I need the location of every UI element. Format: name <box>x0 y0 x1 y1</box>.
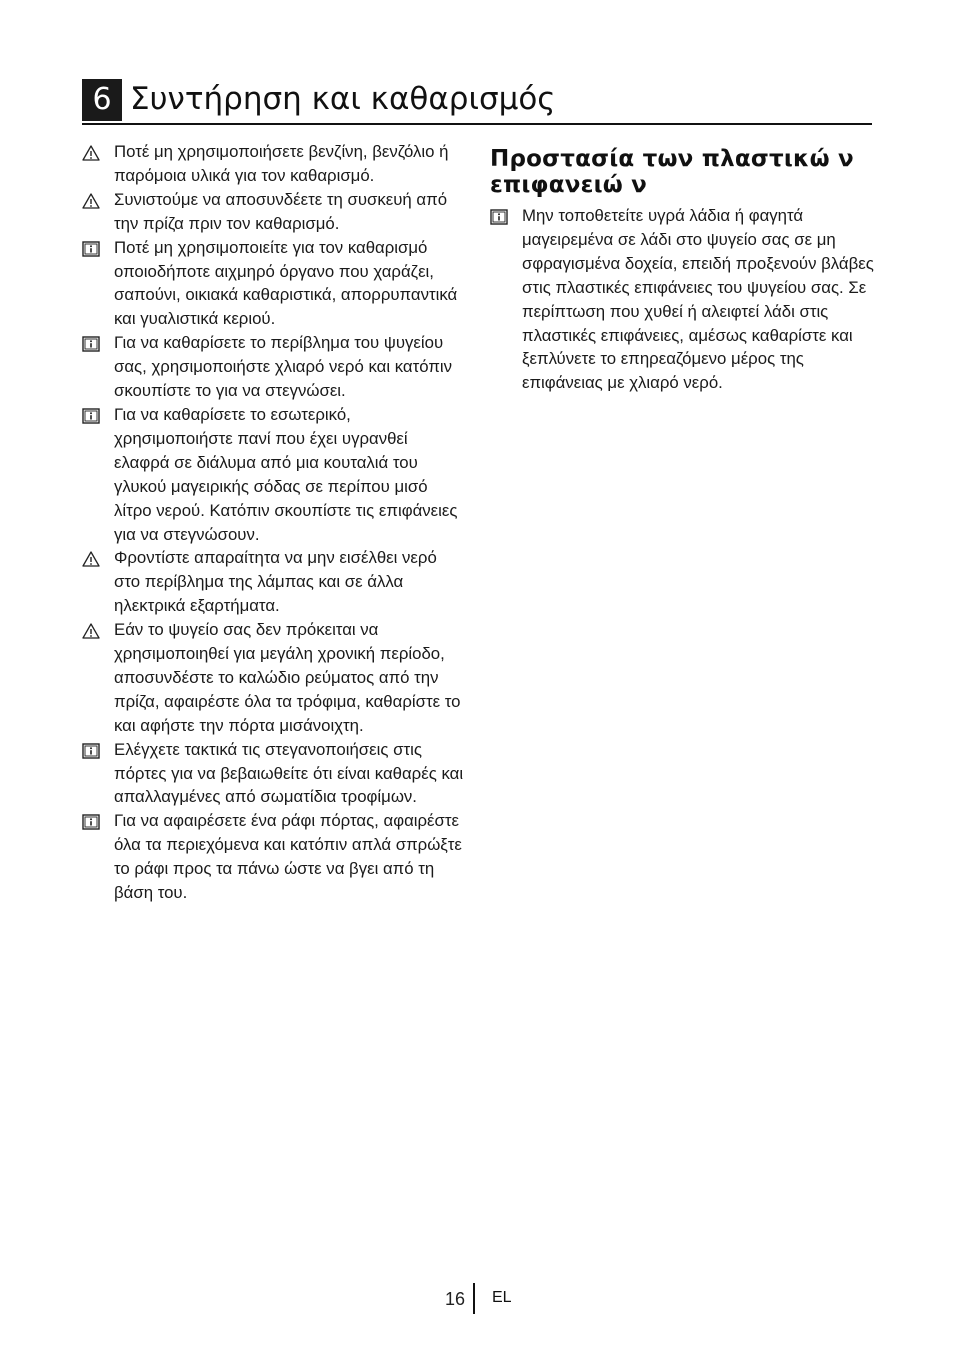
item-text: Συνιστούμε να αποσυνδέετε τη συσκευή από την πρίζα πριν τον καθαρισμό. <box>114 189 448 233</box>
right-items-list <box>490 204 875 395</box>
item-text: Για να καθαρίσετε το εσωτερικό, χρησιμοποιήστε πανί που έχει υγρανθεί ελαφρά σε διάλυμα από μια κουταλιά του γλυκού μαγειρικής σόδας σε περίπου μισό λίτρο νερού. Κατόπιν σκουπίστε τις επιφάνειες για να στεγνώσουν. <box>114 404 458 544</box>
warning-icon <box>82 550 100 566</box>
list-item <box>82 618 467 738</box>
list-item <box>82 331 467 403</box>
item-text: Ποτέ μη χρησιμοποιήσετε βενζίνη, βενζόλιο ή παρόμοια υλικά για τον καθαρισμό. <box>114 142 449 185</box>
info-icon <box>82 407 100 423</box>
info-icon <box>82 742 100 758</box>
info-icon <box>82 813 100 829</box>
list-item <box>82 403 467 546</box>
list-item <box>490 204 875 395</box>
list-item <box>82 236 467 332</box>
info-icon <box>82 335 100 351</box>
list-item <box>82 546 467 618</box>
warning-icon <box>82 144 100 160</box>
list-item <box>82 140 467 188</box>
info-icon <box>490 208 508 224</box>
list-item <box>82 188 467 236</box>
warning-icon <box>82 622 100 638</box>
page-footer <box>0 1283 954 1315</box>
right-column <box>490 146 875 395</box>
list-item <box>82 738 467 810</box>
language-code: EL <box>492 1289 512 1306</box>
list-item <box>82 809 467 905</box>
item-text: Εάν το ψυγείο σας δεν πρόκειται να χρησιμοποιηθεί για μεγάλη χρονική περίοδο, αποσυνδέστε το καλώδιο ρεύματος από την πρίζα, αφαιρέστε όλα τα τρόφιμα, καθαρίστε το και αφήστε την πόρτα μισάνοιχτη. <box>114 620 461 735</box>
item-text: Φροντίστε απαραίτητα να μην εισέλθει νερό στο περίβλημα της λάμπας και σε άλλα ηλεκτρικά εξαρτήματα. <box>114 548 437 616</box>
item-text: Ελέγχετε τακτικά τις στεγανοποιήσεις στις πόρτες για να βεβαιωθείτε ότι είναι καθαρές και απαλλαγμένες από σωματίδια τροφίμων. <box>114 739 464 807</box>
page-number: 16 <box>444 1289 465 1309</box>
chapter-number: 6 <box>82 79 122 121</box>
chapter-header <box>82 79 872 125</box>
chapter-title: Συντήρηση και καθαρισμός <box>130 81 556 117</box>
item-text: Μην τοποθετείτε υγρά λάδια ή φαγητά μαγειρεμένα σε λάδι στο ψυγείο σας σε μη σφραγισμένα δοχεία, επειδή προξενούν βλάβες στις πλαστικές επιφάνειες του ψυγείου σας. Σε περίπτωση που χυθεί ή αλειφτεί λάδι στις πλαστικές επιφάνειες, αμέσως καθαρίστε και ξεπλύνετε το επηρεαζόμενο μέρος της επιφάνειας με χλιαρό νερό. <box>522 206 874 393</box>
item-text: Για να καθαρίσετε το περίβλημα του ψυγείου σας, χρησιμοποιήστε χλιαρό νερό και κατόπιν σκουπίστε το για να στεγνώσει. <box>114 333 453 401</box>
footer-divider <box>473 1283 475 1314</box>
warning-icon <box>82 192 100 208</box>
info-icon <box>82 240 100 256</box>
section-title: Προστασία των πλαστικώ ν επιφανειώ ν <box>490 146 854 198</box>
item-text: Ποτέ μη χρησιμοποιείτε για τον καθαρισμό οποιοδήποτε αιχμηρό όργανο που χαράζει, σαπούνι, οικιακά καθαριστικά, απορρυπαντικά και γυαλιστικά κεριού. <box>114 237 458 329</box>
left-column <box>82 140 467 905</box>
item-text: Για να αφαιρέσετε ένα ράφι πόρτας, αφαιρέστε όλα τα περιεχόμενα και κατόπιν απλά σπρώξτε το ράφι προς τα πάνω ώστε να βγει από τη βάση του. <box>114 811 462 903</box>
